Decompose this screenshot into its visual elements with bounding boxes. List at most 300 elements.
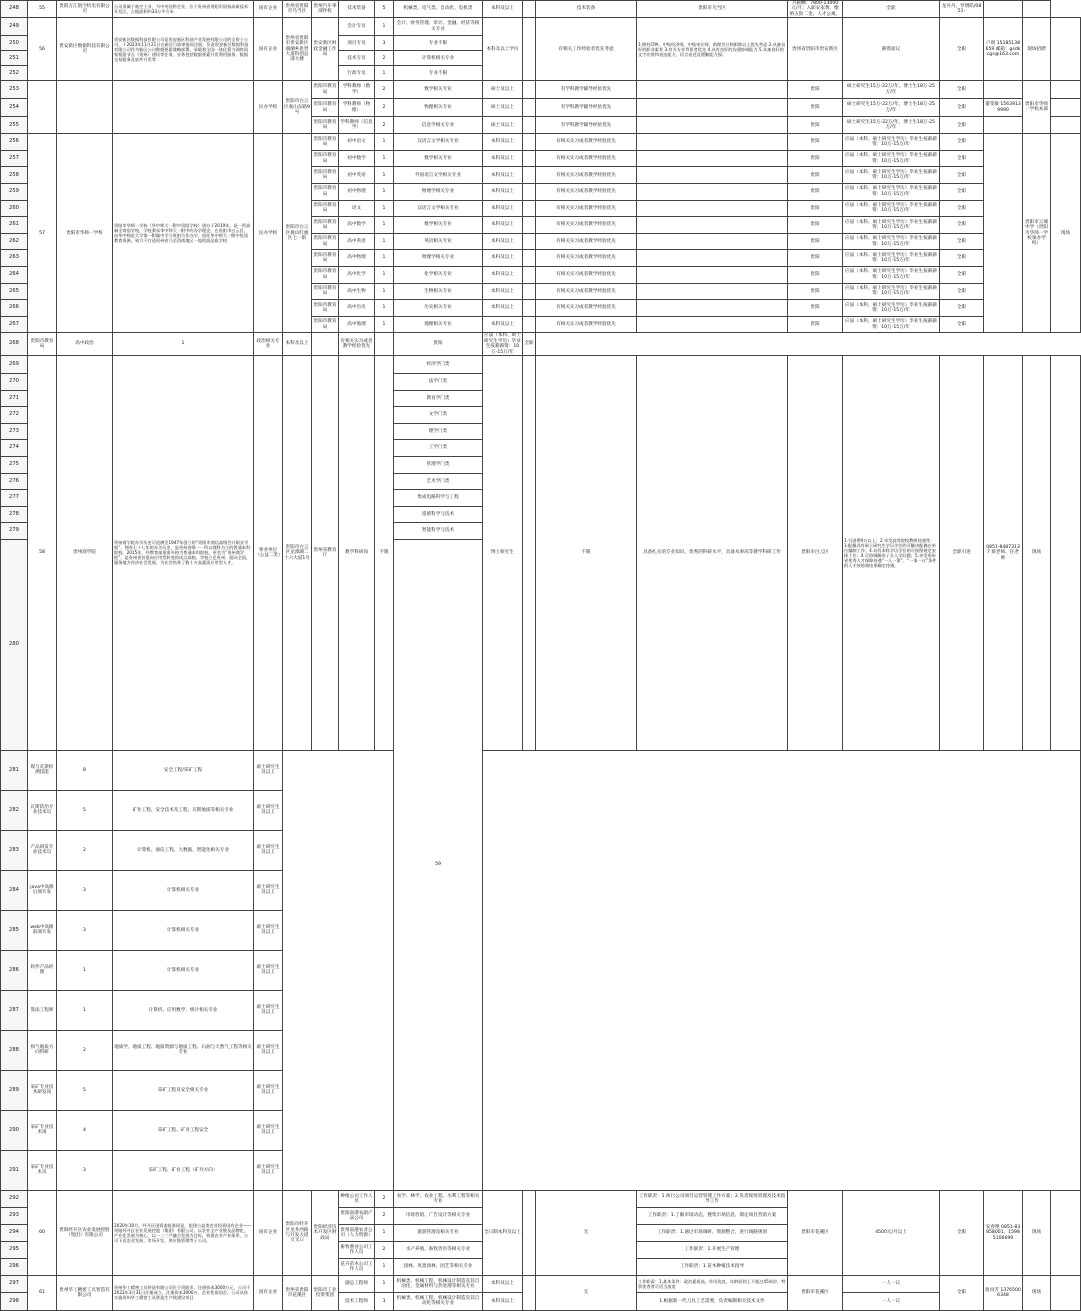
table-cell	[1051, 117, 1081, 134]
table-cell: 贵阳市华师一学校	[57, 134, 113, 333]
table-cell: 贵阳	[788, 134, 843, 151]
table-row	[1, 134, 1081, 151]
table-cell	[984, 117, 1023, 134]
table-cell: 全职	[940, 117, 984, 134]
table-cell: 应届（本科、硕士研究生学历）毕业生按薪薪资：10万-15万/年	[843, 233, 940, 250]
table-cell: 贵安新区数据科技有限公司	[57, 18, 113, 81]
table-cell: 贵阳	[788, 283, 843, 300]
table-cell: 地理相关专业	[394, 316, 483, 333]
table-cell: 贵阳市教育局	[312, 167, 339, 184]
table-cell: 贵阳	[788, 117, 843, 134]
table-cell	[523, 1275, 536, 1310]
table-cell: 损气地质方向科研	[28, 1030, 57, 1070]
table-cell	[523, 99, 536, 117]
table-cell	[28, 81, 57, 134]
table-row	[1, 830, 1081, 870]
table-cell: 贵阳	[788, 167, 843, 184]
table-cell: 薪资面议	[843, 18, 940, 81]
table-cell: 1.拥有CPA、中级经济师、中级审计师、助理会计师职称以上优先考虑 2.具备良好的职业素养 3.有关专业背景者优先 4.具有良好的沟通协调能力 5.具备良好的文字功底和表达能力，语言表述及理解能力强；	[637, 18, 788, 81]
table-cell: 1	[375, 134, 394, 151]
table-cell: 全职	[940, 283, 984, 300]
table-cell: 物理学相关专业	[394, 250, 483, 267]
row-number: 249	[1, 18, 28, 36]
table-cell	[312, 333, 339, 356]
table-cell: 全职	[940, 300, 984, 317]
table-cell: 本科及以上学历	[483, 18, 523, 81]
table-cell: 1	[375, 316, 394, 333]
table-cell: 不限	[536, 355, 637, 750]
table-cell: 具备扎实的专业知识，优秀的科研水平，具备从事高等教学科研工作	[637, 355, 788, 750]
table-cell: 教学科研岗	[339, 355, 375, 750]
table-row	[1, 1150, 1081, 1190]
table-cell: 技术工程师	[339, 1292, 375, 1310]
table-cell: 贵阳	[788, 99, 843, 117]
table-cell: 管理学门类	[394, 456, 483, 473]
table-cell: 1	[57, 990, 113, 1030]
table-cell: 硕士及以上	[483, 99, 523, 117]
row-number: 263	[1, 250, 28, 267]
table-cell: 副总工程师	[339, 1275, 375, 1292]
table-cell: 贵阳市经开区龙井西路与开发大道交叉口	[283, 1190, 312, 1275]
row-number: 291	[1, 1150, 28, 1190]
table-cell: 1	[375, 18, 394, 36]
table-cell: 计算机、通信工程、大数据、智能化相关专业	[113, 830, 254, 870]
table-cell: web中高级前端开发	[28, 910, 57, 950]
table-cell: 数学相关专业	[394, 150, 483, 167]
table-cell: 无	[536, 1190, 637, 1275]
table-cell: 法学门类	[394, 373, 483, 390]
row-number: 270	[1, 373, 28, 390]
table-cell	[523, 81, 536, 99]
table-cell	[637, 283, 788, 300]
table-cell: 有相关工作经验者优先考虑	[536, 18, 637, 81]
table-cell: 产品研发专业技术员	[28, 830, 57, 870]
table-cell: 高中政治	[57, 333, 113, 356]
table-cell	[1051, 1275, 1081, 1310]
table-cell: 学科教师（物理）	[339, 99, 375, 117]
table-cell: 贵州省贵阳市花溪区	[283, 1275, 312, 1310]
table-cell: 硕士研究生及以上	[254, 1030, 283, 1070]
table-cell: 有学科教学辅导经验优先	[536, 117, 637, 134]
table-cell: 工作职责：1.了解市场动态，搜集市场信息，制定项目营销方案	[637, 1207, 788, 1224]
table-cell: 57	[28, 134, 57, 333]
table-cell	[523, 167, 536, 184]
table-cell	[1051, 18, 1081, 81]
table-cell: 应届（本科、硕士研究生学历）毕业生按薪薪资：10万-15万/年	[843, 283, 940, 300]
row-number: 297	[1, 1275, 28, 1292]
table-cell: 政治相关专业	[254, 333, 283, 356]
table-cell: 贵阳市教育局	[312, 233, 339, 250]
table-cell: 采矿工程及安全相关专业	[113, 1070, 254, 1110]
table-row	[1, 1, 1081, 18]
table-cell: 工作职责：1.基本条件：政治素质高，作风优良，年龄原则上不超过45周岁，特别优秀者可适当放宽	[637, 1275, 788, 1292]
table-cell: 计算机、应用数学、统计相关专业	[113, 990, 254, 1030]
table-cell: 行政专员	[339, 66, 375, 81]
table-cell: 贵州汽车零部件校	[312, 1, 339, 18]
table-cell: 采矿专业技术岗	[28, 1110, 57, 1150]
table-cell: 农学、林学、农业工程、水利工程等相关专业	[394, 1190, 483, 1207]
table-cell: 本科及以上	[483, 217, 523, 234]
table-cell: 全职	[940, 99, 984, 117]
row-number: 286	[1, 950, 28, 990]
table-cell: 全职	[940, 266, 984, 283]
table-row	[1, 1190, 1081, 1207]
table-cell	[523, 233, 536, 250]
table-row	[1, 1110, 1081, 1150]
table-cell: 有相关实习或者教学经验优先	[536, 300, 637, 317]
table-cell: 1	[375, 1224, 394, 1241]
table-cell: 应届（本科、硕士研究生学历）毕业生按薪薪资：10万-15万/年	[843, 266, 940, 283]
table-cell: 贵阳	[394, 333, 483, 356]
table-cell: 贵州南港农业公司（人力资源）	[339, 1224, 375, 1241]
table-cell: 3	[57, 870, 113, 910]
table-cell: 安春艳 0851-83858001，15985106699	[984, 1190, 1023, 1275]
table-cell: 有学科教学辅导经验优先	[536, 99, 637, 117]
row-number: 259	[1, 184, 28, 201]
row-number: 253	[1, 81, 28, 99]
table-cell: 国有企业	[254, 18, 283, 81]
table-cell: 一人一议	[843, 1292, 940, 1310]
table-cell: 贵州省贵阳市乌当区	[283, 1, 312, 18]
table-cell: 2	[375, 117, 394, 134]
row-number: 273	[1, 423, 28, 440]
table-cell: 全职	[940, 81, 984, 99]
table-cell	[523, 217, 536, 234]
table-cell: 计算机相关专业	[394, 51, 483, 66]
table-cell: 花卉苗木公司工作人员	[339, 1258, 375, 1275]
table-cell: 贵阳市白云区枧山红旗区七一街	[283, 134, 312, 333]
row-number: 287	[1, 990, 28, 1030]
table-cell: 学科教师（信息学）	[339, 117, 375, 134]
table-row	[1, 910, 1081, 950]
row-number: 284	[1, 870, 28, 910]
table-cell: 贵阳市教育局	[312, 283, 339, 300]
table-cell	[523, 316, 536, 333]
table-cell: 全日制本科及以上	[483, 1190, 523, 1275]
table-cell: 61	[28, 1275, 57, 1310]
table-cell: 月薪酬：7800-13000元/月；入职安家费、缴纳五险二金、人才公寓。	[788, 1, 843, 18]
table-cell	[1023, 1, 1051, 18]
table-cell: 机械类、电气类、自动化、电机类	[394, 1, 483, 18]
table-cell: 应届（本科、硕士研究生学历）毕业生按薪薪资：10万-15万/年	[843, 167, 940, 184]
table-cell: 现场	[1023, 1275, 1051, 1310]
table-cell: 采矿专业技术研发岗	[28, 1070, 57, 1110]
table-cell: 本科及以上	[483, 200, 523, 217]
table-cell: 硕士研究生及以上	[254, 830, 283, 870]
table-cell: 项目专员	[339, 36, 375, 51]
table-cell	[637, 150, 788, 167]
table-cell: 应届（本科、硕士研究生学历）毕业生按薪薪资：10万-15万/年	[843, 217, 940, 234]
table-cell	[984, 1, 1023, 18]
table-cell: 园林、风景园林、园艺等相关专业	[394, 1258, 483, 1275]
table-cell: 硕士研究生及以上	[254, 950, 283, 990]
table-cell: 全职	[940, 316, 984, 333]
table-row	[1, 1030, 1081, 1070]
row-number: 272	[1, 407, 28, 424]
table-cell: 贵阳市乌当区	[637, 1, 788, 18]
table-cell	[637, 266, 788, 283]
table-cell: 矿业工程、安全技术及工程、瓦斯地质等相关专业	[113, 790, 254, 830]
table-cell: 59	[394, 539, 483, 1190]
table-cell: 硕士研究生及以上	[254, 1070, 283, 1110]
table-cell: 现场	[1023, 355, 1051, 750]
table-cell: 8	[57, 750, 113, 790]
table-cell: 2	[375, 1207, 394, 1224]
row-number: 262	[1, 233, 28, 250]
table-cell: 高中化学	[339, 266, 375, 283]
table-cell: 贵阳万江航空机电有限公司	[57, 1, 113, 18]
table-cell: 安全工程/采矿工程	[113, 750, 254, 790]
row-number: 248	[1, 1, 28, 18]
table-cell: 全职	[940, 1275, 984, 1310]
table-cell: 软件产品经理	[28, 950, 57, 990]
table-cell: 0851-84873137 蔡老师、任老师	[984, 355, 1023, 750]
table-body	[1, 1, 1081, 1311]
table-cell: 高中生物	[339, 283, 375, 300]
table-cell: 初中数学	[339, 150, 375, 167]
table-cell	[523, 200, 536, 217]
table-cell: 采矿专业技术员	[28, 1150, 57, 1190]
table-cell: 本科及以上	[483, 150, 523, 167]
table-cell: 国有企业	[254, 1275, 283, 1310]
table-cell	[637, 81, 788, 99]
table-cell: 3	[375, 36, 394, 51]
table-cell: 工作职责：1.通过市场调研、资源整合，进行线路规划	[637, 1224, 788, 1241]
row-number: 250	[1, 36, 28, 51]
table-row	[1, 1070, 1081, 1110]
table-cell: 机械类、机械工程、机械设计制造及其自动化等相关专业	[394, 1292, 483, 1310]
table-cell: 生物相关专业	[394, 283, 483, 300]
table-cell: 化学相关专业	[394, 266, 483, 283]
row-number: 279	[1, 523, 28, 540]
table-cell: 种植公司工作人员	[339, 1190, 375, 1207]
row-number: 283	[1, 830, 28, 870]
row-number: 264	[1, 266, 28, 283]
table-cell: 1	[375, 266, 394, 283]
table-cell: 贵阳	[788, 217, 843, 234]
table-cell: 本科及以上	[483, 134, 523, 151]
table-cell: 贵阳市教育局	[312, 250, 339, 267]
table-cell: 硕士及以上	[483, 81, 523, 99]
table-cell: 本科及以上	[483, 184, 523, 201]
row-number: 275	[1, 456, 28, 473]
table-cell: 贵阳市白云区观山东路9号	[283, 81, 312, 134]
table-cell: 龙丹丹、罗增皓/0851-	[940, 1, 984, 18]
table-cell: 智能科学与技术	[394, 523, 483, 540]
table-cell: 贵阳市工业投资集团	[312, 1275, 339, 1310]
row-number: 254	[1, 99, 28, 117]
table-row	[1, 870, 1081, 910]
table-cell: 硕士研究生及以上	[254, 870, 283, 910]
row-number: 260	[1, 200, 28, 217]
row-number: 288	[1, 1030, 28, 1070]
table-row	[1, 990, 1081, 1030]
table-cell: 贵阳市教育局	[312, 81, 339, 99]
table-cell	[523, 300, 536, 317]
table-cell: 外国语言文学相关专业	[394, 167, 483, 184]
table-cell	[523, 266, 536, 283]
table-cell: 初中物理	[339, 184, 375, 201]
table-cell: 贵阳	[788, 184, 843, 201]
table-cell: 贵阳市教育局	[28, 333, 57, 356]
table-cell: 地质学、地质工程、地质资源与地质工程、石油与天然气工程等相关专业	[113, 1030, 254, 1070]
table-cell: 1	[375, 300, 394, 317]
table-cell	[523, 18, 536, 81]
table-cell: 3	[57, 1150, 113, 1190]
table-cell: 现场招聘	[1023, 18, 1051, 81]
table-cell: 硕士研究生15万-22万/年，博士生18万-25万/年	[843, 81, 940, 99]
table-cell: 贵阳市云城中学（贵阳市华师一学校领办学校）	[1023, 134, 1051, 333]
table-cell: 硕士及以上	[483, 117, 523, 134]
table-cell: 专业不限	[394, 66, 483, 81]
table-cell: 高中物理	[339, 250, 375, 267]
table-cell: 数学相关专业	[394, 81, 483, 99]
row-number: 298	[1, 1292, 28, 1310]
table-cell: 贵阳	[788, 150, 843, 167]
table-cell: 本科及以上	[483, 1292, 523, 1310]
table-cell	[637, 250, 788, 267]
table-cell: 博士研究生	[483, 355, 523, 750]
table-cell: 董雯敏 15639139990	[984, 99, 1023, 117]
table-cell: 现场	[1051, 134, 1081, 333]
row-number: 269	[1, 355, 28, 373]
table-cell	[523, 250, 536, 267]
table-cell: 1	[113, 333, 254, 356]
table-row	[1, 1275, 1081, 1292]
row-number: 276	[1, 473, 28, 490]
table-cell: 1	[375, 1258, 394, 1275]
table-cell: 汉语言文学相关专业	[394, 200, 483, 217]
table-cell: 全职	[940, 250, 984, 267]
row-number: 257	[1, 150, 28, 167]
table-cell: 物理相关专业	[394, 99, 483, 117]
table-row	[1, 790, 1081, 830]
table-cell	[113, 81, 254, 134]
table-cell: 贵州省贵阳市贵安新区湖潮乡思贤大道科创总部大楼	[283, 18, 312, 81]
table-cell: 不限	[375, 355, 394, 750]
table-cell: 英语相关专业	[394, 233, 483, 250]
table-cell: 全职	[940, 167, 984, 184]
table-cell: 市场营销、广告设计等相关专业	[394, 1207, 483, 1224]
table-cell: 本科及以上	[483, 167, 523, 184]
table-cell	[637, 134, 788, 151]
table-cell: 有相关实习或者教学经验优先	[536, 283, 637, 300]
table-cell: 本科及以上	[483, 1, 523, 18]
table-cell	[523, 355, 536, 750]
table-cell: 理学门类	[394, 423, 483, 440]
table-cell	[523, 283, 536, 300]
row-number: 294	[1, 1224, 28, 1241]
table-cell: 应届（本科、硕士研究生学历）毕业生按薪薪资：10万-15万/年	[484, 333, 521, 355]
row-number: 280	[1, 539, 28, 750]
table-cell: 贵阳市教育局	[312, 117, 339, 134]
row-number: 265	[1, 283, 28, 300]
table-cell: 会计专员	[339, 18, 375, 36]
table-cell: 1	[375, 200, 394, 217]
row-number: 258	[1, 167, 28, 184]
table-cell: 1	[375, 250, 394, 267]
table-cell: 无	[536, 1275, 637, 1310]
table-cell: 本科及以上	[483, 316, 523, 333]
table-cell: 专业不限	[394, 36, 483, 51]
table-cell: 詹再芳 13765006348	[984, 1275, 1023, 1310]
table-cell: 硕士研究生及以上	[254, 990, 283, 1030]
table-cell: 贵阳经开区农业发展控股（集团）有限公司	[57, 1190, 113, 1275]
table-cell: 汉语言文学相关专业	[394, 134, 483, 151]
table-cell: 高中英语	[339, 233, 375, 250]
table-cell: 工作职责：1.开展生产管理	[637, 1241, 788, 1258]
table-cell: 有相关实习或者教学经验优先	[536, 167, 637, 184]
table-cell: 有相关实习或者教学经验优先	[536, 217, 637, 234]
table-cell: 58	[28, 355, 57, 750]
table-cell: 旅游管理及相关专业	[394, 1224, 483, 1241]
table-cell: 贵阳	[788, 266, 843, 283]
table-cell: 贵州商学院	[57, 355, 113, 750]
table-cell: 贵阳	[788, 81, 843, 99]
row-number: 278	[1, 506, 28, 523]
table-cell: 2	[375, 99, 394, 117]
table-cell: 贵阳市教育局	[312, 99, 339, 117]
table-cell: 应届（本科、硕士研究生学历）毕业生按薪薪资：10万-15万/年	[843, 250, 940, 267]
table-cell: 有相关实习或者教学经验优先	[536, 150, 637, 167]
table-cell: 全职引进	[940, 355, 984, 750]
table-cell	[1051, 99, 1081, 117]
table-cell: 贵阳市教育局	[312, 300, 339, 317]
table-cell: 2	[375, 51, 394, 66]
table-cell	[637, 99, 788, 117]
table-row	[1, 333, 1081, 356]
table-cell: 物理学相关专业	[394, 184, 483, 201]
table-cell: 1	[375, 233, 394, 250]
table-cell: 贵阳市教育局	[312, 184, 339, 201]
table-cell: 国有企业	[254, 1, 283, 18]
table-cell	[523, 117, 536, 134]
table-cell: 水产养殖、畜牧兽医等相关专业	[394, 1241, 483, 1258]
table-cell: 3	[57, 910, 113, 950]
table-cell	[637, 117, 788, 134]
table-cell: 集成电路科学与工程	[394, 490, 483, 507]
table-cell: 瓦斯防治专业技术员	[28, 790, 57, 830]
table-cell: 1	[375, 1275, 394, 1292]
row-number: 282	[1, 790, 28, 830]
table-cell: 贵安新区数据科技有限公司是贵安新区科创产业发展有限公司的全资子公司，于2023年11月21日在新区行政审批局注册，负责贵安新区数据科技有限公司作为新区公司数据要素战略部署，承载着全国一体化算力网络国家枢纽节点（贵州）建设等任务，业务包括数据要素开发利用服务、数据交易服务及软件开发等	[113, 18, 254, 81]
table-cell: 民办学校	[254, 81, 283, 134]
table-row	[1, 750, 1081, 790]
table-cell: 全职	[940, 18, 984, 81]
row-number: 266	[1, 300, 28, 317]
table-cell: 本科及以上	[483, 250, 523, 267]
table-cell: 本科及以上	[483, 1275, 523, 1292]
table-cell: 贵阳	[788, 300, 843, 317]
row-number: 289	[1, 1070, 28, 1110]
table-cell: 全职	[523, 333, 536, 356]
table-cell: 有相关实习或者教学经验优先	[536, 134, 637, 151]
table-cell: 贵阳	[788, 233, 843, 250]
table-cell: 硕士研究生15万-22万/年，博士生18万-25万/年	[843, 117, 940, 134]
table-cell: 贵阳市白云区	[788, 355, 843, 750]
table-cell: 全职	[940, 217, 984, 234]
table-cell: 有学科教学辅导经验优先	[536, 81, 637, 99]
table-cell	[523, 1, 536, 18]
table-cell: 全职	[940, 233, 984, 250]
table-cell: 贵阳市教育局	[312, 266, 339, 283]
table-cell: 全职	[940, 184, 984, 201]
table-cell: 经济学门类	[394, 355, 483, 373]
row-number: 292	[1, 1190, 28, 1207]
table-cell	[375, 333, 394, 356]
table-cell: 4	[57, 1110, 113, 1150]
table-cell	[637, 184, 788, 201]
